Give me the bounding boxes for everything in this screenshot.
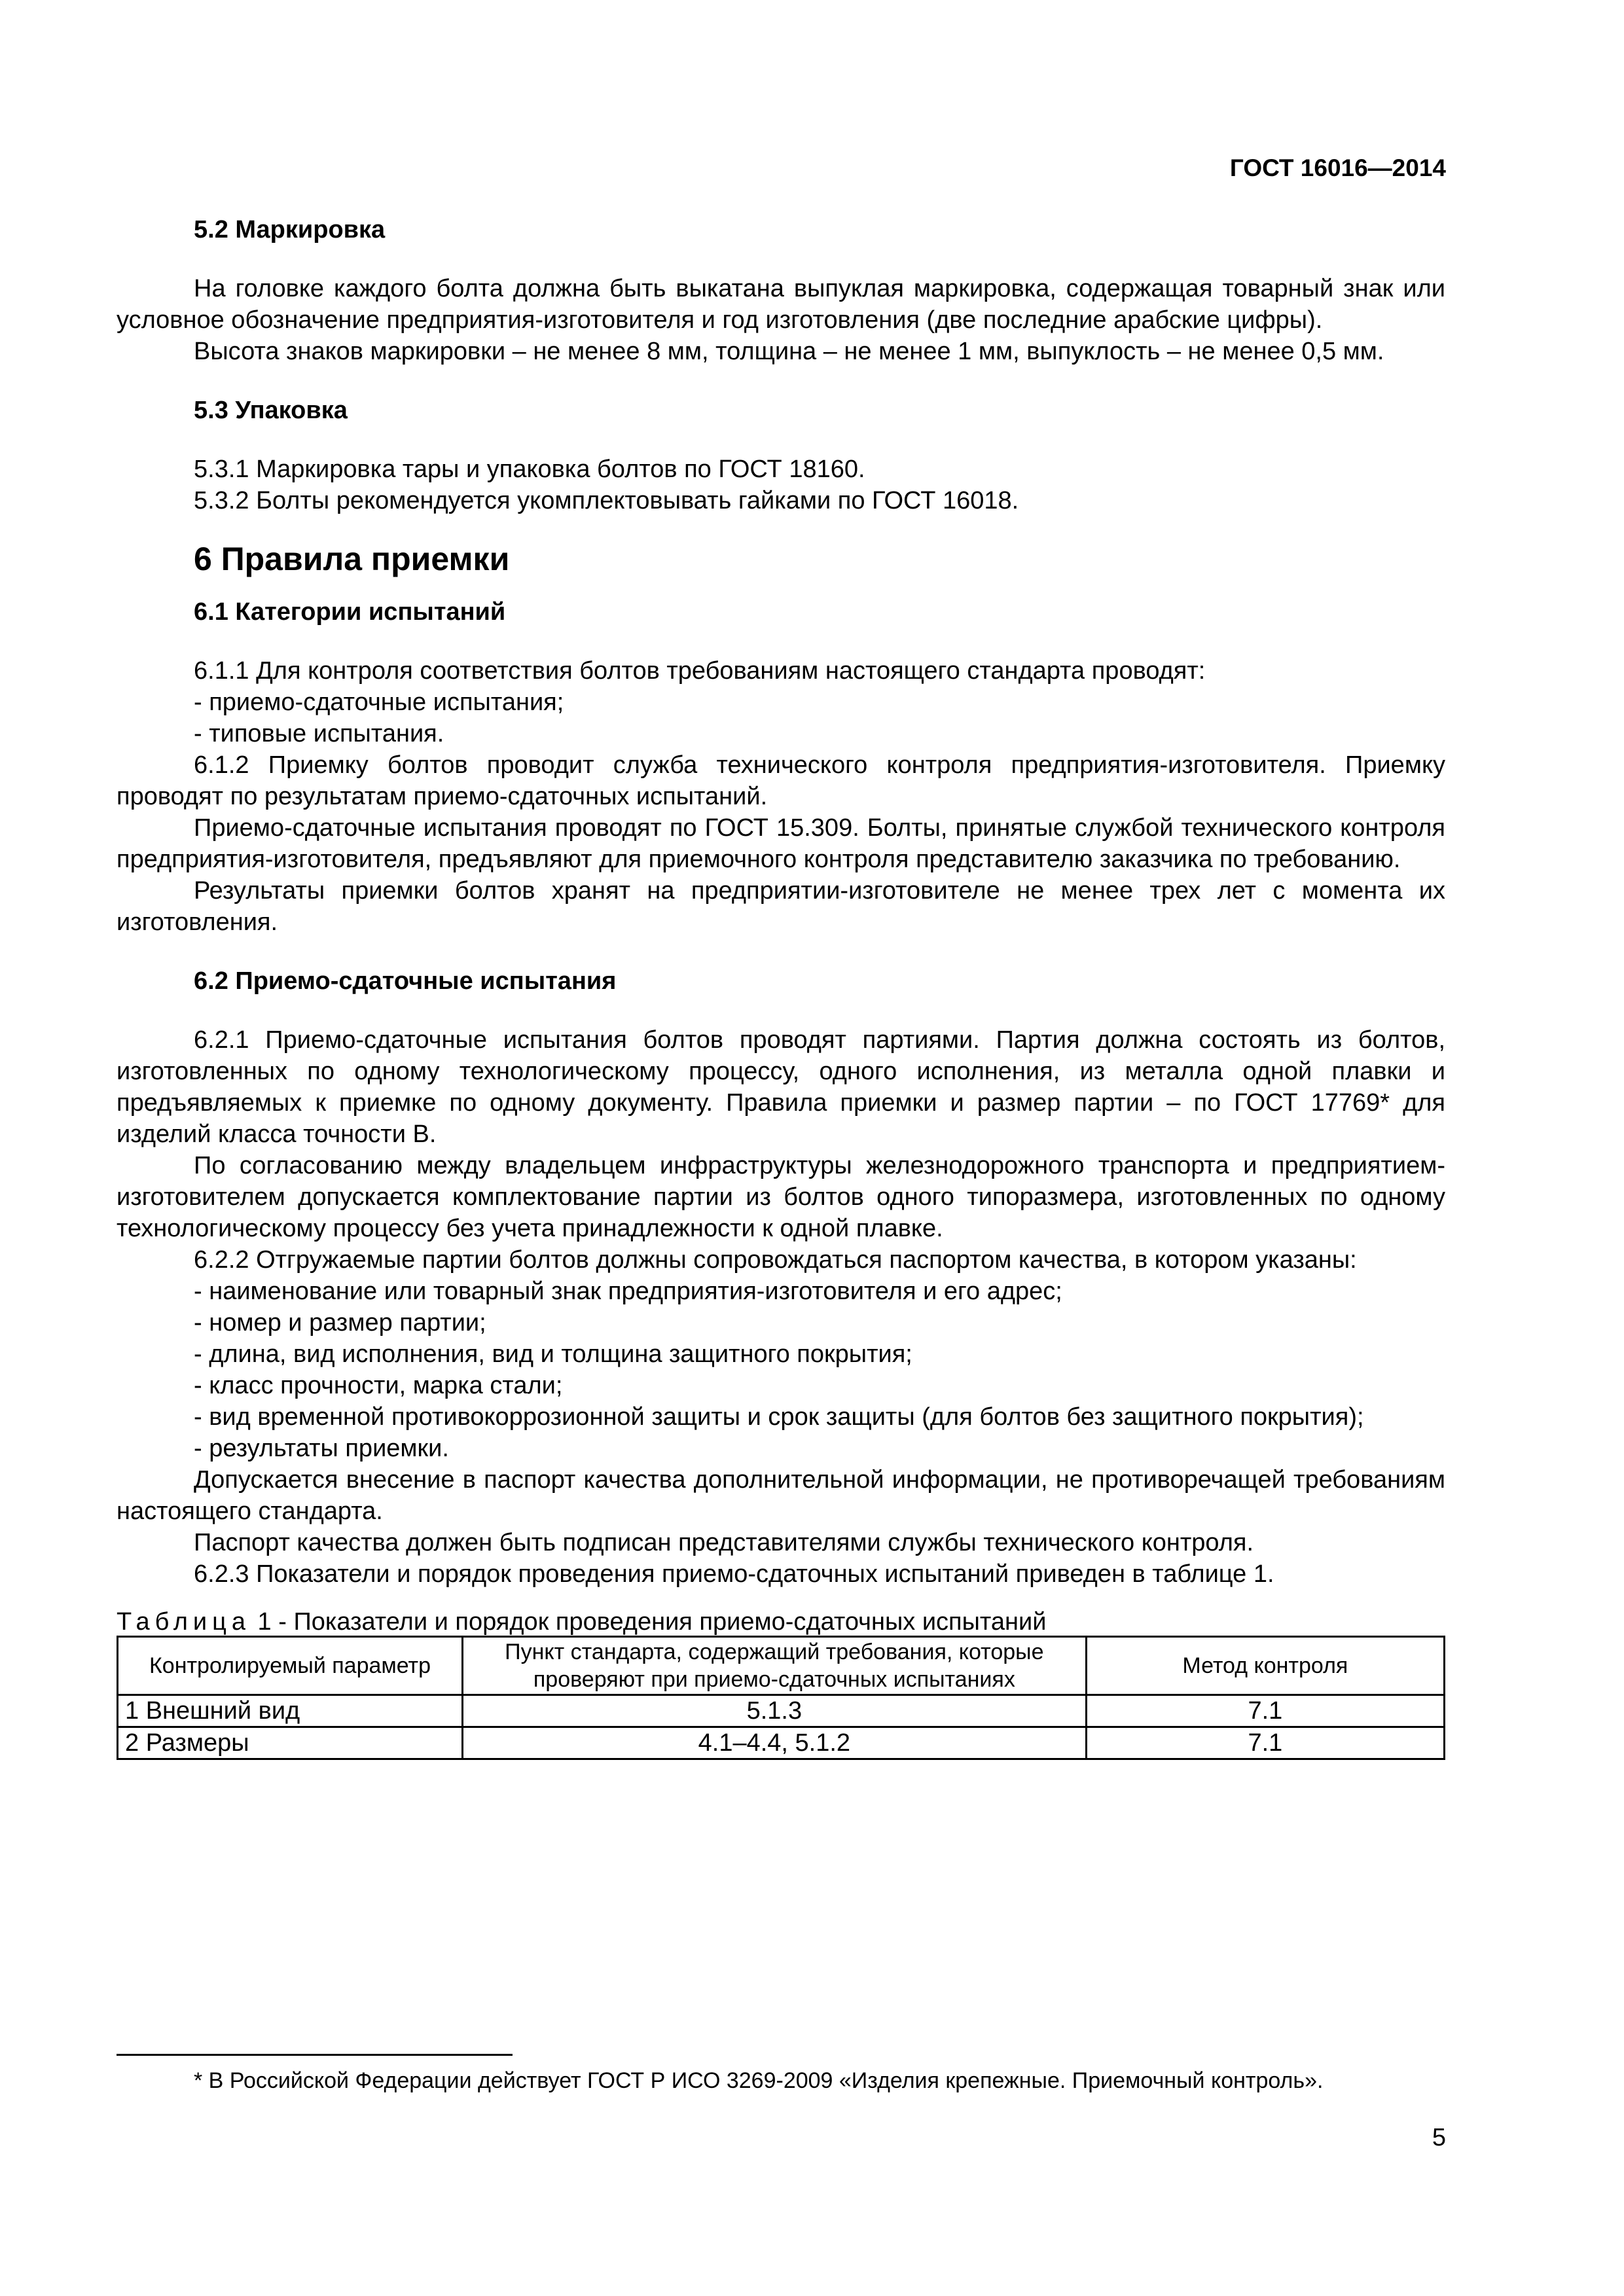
section-6-1-title: 6.1 Категории испытаний: [194, 598, 506, 626]
paragraph: 6.1.1 Для контроля соответствия болтов требованиям настоящего стандарта проводят:: [194, 657, 1206, 685]
table-cell: 2 Размеры: [118, 1727, 463, 1759]
paragraph: Результаты приемки болтов хранят на предприятии-изготовителе не менее трех лет с момента их изготовления.: [117, 877, 1445, 936]
acceptance-tests-table: [117, 1636, 1445, 1760]
paragraph: 5.3.2 Болты рекомендуется укомплектовывать гайками по ГОСТ 16018.: [194, 487, 1019, 514]
table-row: [118, 1695, 1445, 1727]
table-caption-text: 1 - Показатели и порядок проведения приемо-сдаточных испытаний: [251, 1608, 1047, 1636]
section-6-2-title: 6.2 Приемо-сдаточные испытания: [194, 967, 617, 995]
list-item: - класс прочности, марка стали;: [194, 1372, 563, 1399]
list-item: - номер и размер партии;: [194, 1309, 486, 1336]
table-cell: 7.1: [1086, 1695, 1444, 1727]
paragraph: 6.2.1 Приемо-сдаточные испытания болтов проводят партиями. Партия должна состоять из болтов, изготовленных по одному технологическому процессу, одного исполнения, из металла одной плавки и предъявляемых к приемке по одному документу. Правила приемки и размер партии – по ГОСТ 17769* для изделий класса точности В.: [117, 1026, 1445, 1148]
table-caption-label: Таблица: [117, 1608, 251, 1636]
paragraph: Высота знаков маркировки – не менее 8 мм, толщина – не менее 1 мм, выпуклость – не менее 0,5 мм.: [194, 338, 1384, 365]
paragraph: 5.3.1 Маркировка тары и упаковка болтов по ГОСТ 18160.: [194, 456, 865, 483]
table-header-cell: Контролируемый параметр: [118, 1637, 463, 1695]
document-body: [117, 214, 1445, 1760]
list-item: - результаты приемки.: [194, 1435, 449, 1462]
footnote-separator: [117, 2054, 513, 2056]
table-header-cell: Пункт стандарта, содержащий требования, которые проверяют при приемо-сдаточных испытаниях: [463, 1637, 1087, 1695]
table-cell: 5.1.3: [463, 1695, 1087, 1727]
paragraph: 6.2.2 Отгружаемые партии болтов должны сопровождаться паспортом качества, в котором указаны:: [194, 1246, 1357, 1274]
table-header-cell: Метод контроля: [1086, 1637, 1444, 1695]
table-caption: [117, 1608, 1445, 1636]
table-cell: 7.1: [1086, 1727, 1444, 1759]
table-cell: 1 Внешний вид: [118, 1695, 463, 1727]
list-item: - вид временной противокоррозионной защиты и срок защиты (для болтов без защитного покрытия);: [194, 1403, 1364, 1431]
paragraph: Приемо-сдаточные испытания проводят по ГОСТ 15.309. Болты, принятые службой технического контроля предприятия-изготовителя, предъявляют для приемочного контроля представителю заказчика по требованию.: [117, 814, 1445, 873]
section-5-2-title: 5.2 Маркировка: [194, 216, 386, 243]
document-header: ГОСТ 16016—2014: [1229, 154, 1446, 181]
paragraph: Паспорт качества должен быть подписан представителями службы технического контроля.: [194, 1529, 1254, 1556]
table-row: [118, 1727, 1445, 1759]
paragraph: Допускается внесение в паспорт качества дополнительной информации, не противоречащей требованиям настоящего стандарта.: [117, 1466, 1445, 1525]
list-item: - длина, вид исполнения, вид и толщина защитного покрытия;: [194, 1340, 912, 1368]
paragraph: 6.2.3 Показатели и порядок проведения приемо-сдаточных испытаний приведен в таблице 1.: [194, 1560, 1274, 1588]
section-5-3-title: 5.3 Упаковка: [194, 397, 348, 424]
footnote: * В Российской Федерации действует ГОСТ Р ИСО 3269-2009 «Изделия крепежные. Приемочный контроль».: [194, 2068, 1324, 2093]
table-header-row: [118, 1637, 1445, 1695]
list-item: - наименование или товарный знак предприятия-изготовителя и его адрес;: [194, 1278, 1062, 1305]
page-number: 5: [1432, 2124, 1446, 2151]
section-6-title: 6 Правила приемки: [194, 541, 510, 577]
list-item: - приемо-сдаточные испытания;: [194, 689, 564, 716]
list-item: - типовые испытания.: [194, 720, 444, 747]
paragraph: На головке каждого болта должна быть выкатана выпуклая маркировка, содержащая товарный знак или условное обозначение предприятия-изготовителя и год изготовления (две последние арабские цифры).: [117, 275, 1445, 334]
paragraph: 6.1.2 Приемку болтов проводит служба технического контроля предприятия-изготовителя. Приемку проводят по результатам приемо-сдаточных испытаний.: [117, 751, 1445, 810]
table-cell: 4.1–4.4, 5.1.2: [463, 1727, 1087, 1759]
paragraph: По согласованию между владельцем инфраструктуры железнодорожного транспорта и предприятием-изготовителем допускается комплектование партии из болтов одного типоразмера, изготовленных по одному технологическому процессу без учета принадлежности к одной плавке.: [117, 1152, 1445, 1242]
